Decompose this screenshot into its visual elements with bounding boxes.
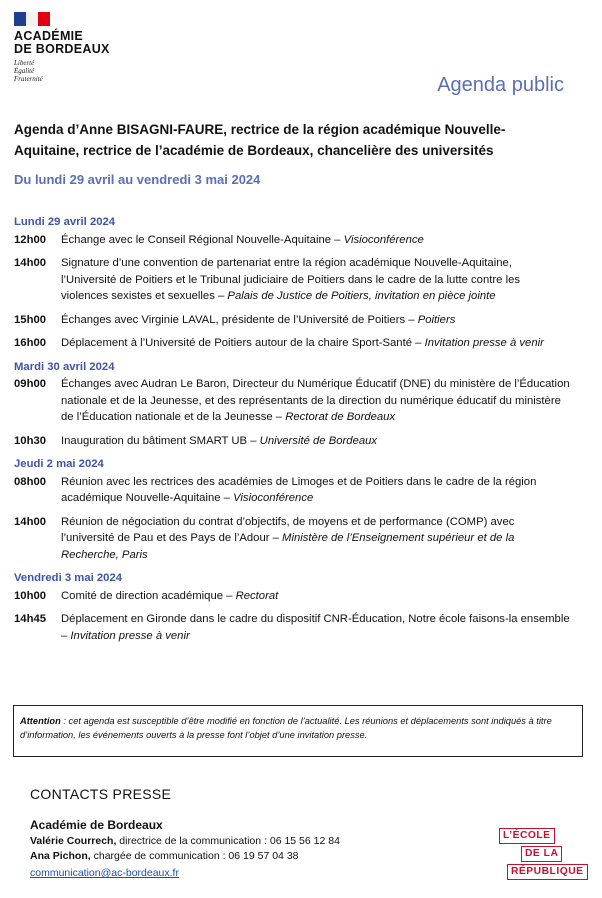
event-time: 14h00 bbox=[14, 515, 47, 528]
contact-person bbox=[30, 849, 340, 864]
agenda-list bbox=[14, 214, 570, 651]
event-row bbox=[14, 312, 570, 329]
event-text bbox=[61, 232, 570, 249]
day-date: Jeudi 2 mai 2024 bbox=[14, 458, 104, 470]
contact-role: chargée de communication : 06 19 57 04 38 bbox=[90, 850, 299, 862]
ecole-logo-line: L’ÉCOLE bbox=[499, 828, 555, 844]
event-time: 08h00 bbox=[14, 475, 47, 488]
contact-role: directrice de la communication : 06 15 56 12 84 bbox=[116, 835, 340, 847]
event-row bbox=[14, 232, 570, 249]
contact-name: Valérie Courrech, bbox=[30, 835, 117, 847]
event-place: Visioconférence bbox=[233, 492, 314, 504]
event-time: 14h00 bbox=[14, 257, 47, 269]
event-place: Ministère de l’Enseignement supérieur et de la Recherche, Paris bbox=[61, 532, 515, 561]
day-group bbox=[14, 570, 570, 644]
day-group bbox=[14, 214, 570, 352]
event-row bbox=[14, 611, 570, 644]
motto-line: Liberté bbox=[14, 59, 35, 67]
event-row bbox=[14, 433, 570, 450]
event-text bbox=[61, 433, 570, 450]
event-desc: Réunion avec les rectrices des académies de Limoges et de Poitiers dans le cadre de la région académique Nouvelle-Aquitaine – bbox=[61, 475, 537, 504]
event-place: Université de Bordeaux bbox=[259, 434, 378, 447]
day-date: Lundi 29 avril 2024 bbox=[14, 216, 116, 228]
ecole-logo-line: RÉPUBLIQUE bbox=[507, 864, 588, 880]
event-text bbox=[61, 611, 570, 644]
event-text bbox=[61, 312, 570, 329]
contacts-org: Académie de Bordeaux bbox=[30, 818, 163, 832]
event-desc: Réunion de négociation du contrat d’objectifs, de moyens et de performance (COMP) avec l’université de Pau et des Pays de l’Adour – bbox=[61, 515, 515, 544]
event-text bbox=[61, 474, 570, 507]
event-time: 10h00 bbox=[14, 589, 47, 602]
event-desc: Comité de direction académique – bbox=[61, 589, 236, 602]
motto-line: Fraternité bbox=[14, 75, 43, 83]
event-desc: Déplacement à l’Université de Poitiers autour de la chaire Sport-Santé – bbox=[61, 337, 425, 349]
event-desc: Signature d’une convention de partenariat entre la région académique Nouvelle-Aquitaine, l’Université de Poitiers et le Tribunal judiciaire de Poitiers dans le cadre de la lutte contre les violences sexistes et sexuelles – bbox=[61, 257, 521, 302]
event-time: 10h30 bbox=[14, 434, 47, 447]
contact-email-link[interactable]: communication@ac-bordeaux.fr bbox=[30, 867, 179, 879]
marianne-flag-icon bbox=[14, 12, 50, 26]
event-place: Visioconférence bbox=[343, 233, 424, 246]
event-text bbox=[61, 376, 570, 426]
contact-person bbox=[30, 834, 340, 849]
warning-label: Attention bbox=[20, 716, 61, 726]
event-time: 14h45 bbox=[14, 613, 47, 625]
event-time: 16h00 bbox=[14, 337, 47, 349]
event-place: Invitation presse à venir bbox=[424, 337, 544, 349]
event-place: Poitiers bbox=[417, 313, 456, 326]
day-date: Vendredi 3 mai 2024 bbox=[14, 572, 123, 584]
event-text bbox=[61, 514, 570, 564]
contacts-title: CONTACTS PRESSE bbox=[30, 786, 172, 802]
event-text bbox=[61, 255, 570, 305]
event-desc: Déplacement en Gironde dans le cadre du dispositif CNR-Éducation, Notre école faisons-la ensemble – bbox=[61, 613, 570, 642]
contacts-people bbox=[30, 834, 340, 864]
agenda-heading: Agenda d’Anne BISAGNI-FAURE, rectrice de la région académique Nouvelle-Aquitaine, rectrice de l’académie de Bordeaux, chancelière des universités bbox=[14, 122, 506, 158]
ecole-republique-logo bbox=[497, 828, 585, 880]
event-row bbox=[14, 474, 570, 507]
warning-text: : cet agenda est susceptible d’être modifié en fonction de l’actualité. Les réunions et déplacements sont indiqués à titre d’information, les événements ouverts à la presse font l’objet d’une invitation presse. bbox=[20, 716, 552, 740]
event-place: Rectorat de Bordeaux bbox=[285, 411, 396, 423]
contact-name: Ana Pichon, bbox=[30, 850, 91, 862]
event-time: 09h00 bbox=[14, 378, 47, 390]
event-desc: Échanges avec Audran Le Baron, Directeur du Numérique Éducatif (DNE) du ministère de l’Éducation nationale et de la Jeunesse, et des représentants de la direction du numérique éducatif du ministère de l’Éducation nationale et de la Jeunesse – bbox=[61, 378, 570, 423]
event-row bbox=[14, 514, 570, 564]
motto bbox=[14, 59, 124, 83]
warning-box bbox=[13, 705, 583, 757]
day-group bbox=[14, 359, 570, 450]
org-name-line2: DE BORDEAUX bbox=[14, 42, 110, 56]
page-title: Agenda public bbox=[437, 74, 564, 96]
event-place: Invitation presse à venir bbox=[70, 629, 190, 642]
ecole-logo-line: DE LA bbox=[521, 846, 562, 862]
motto-line: Égalité bbox=[14, 67, 35, 75]
event-desc: Échanges avec Virginie LAVAL, présidente de l’Université de Poitiers – bbox=[61, 313, 418, 326]
event-place: Rectorat bbox=[235, 589, 279, 602]
day-group bbox=[14, 456, 570, 563]
day-date: Mardi 30 avril 2024 bbox=[14, 360, 115, 373]
org-name-line1: ACADÉMIE bbox=[14, 29, 84, 43]
event-time: 12h00 bbox=[14, 233, 47, 246]
event-time: 15h00 bbox=[14, 313, 47, 326]
event-row bbox=[14, 255, 570, 305]
academie-logo bbox=[14, 12, 124, 83]
event-row bbox=[14, 588, 570, 605]
event-desc: Échange avec le Conseil Régional Nouvelle-Aquitaine – bbox=[61, 233, 344, 246]
event-place: Palais de Justice de Poitiers, invitation en pièce jointe bbox=[227, 290, 496, 302]
event-row bbox=[14, 376, 570, 426]
event-desc: Inauguration du bâtiment SMART UB – bbox=[61, 434, 260, 447]
event-row bbox=[14, 335, 570, 352]
event-text bbox=[61, 588, 570, 605]
agenda-period: Du lundi 29 avril au vendredi 3 mai 2024 bbox=[14, 172, 261, 187]
